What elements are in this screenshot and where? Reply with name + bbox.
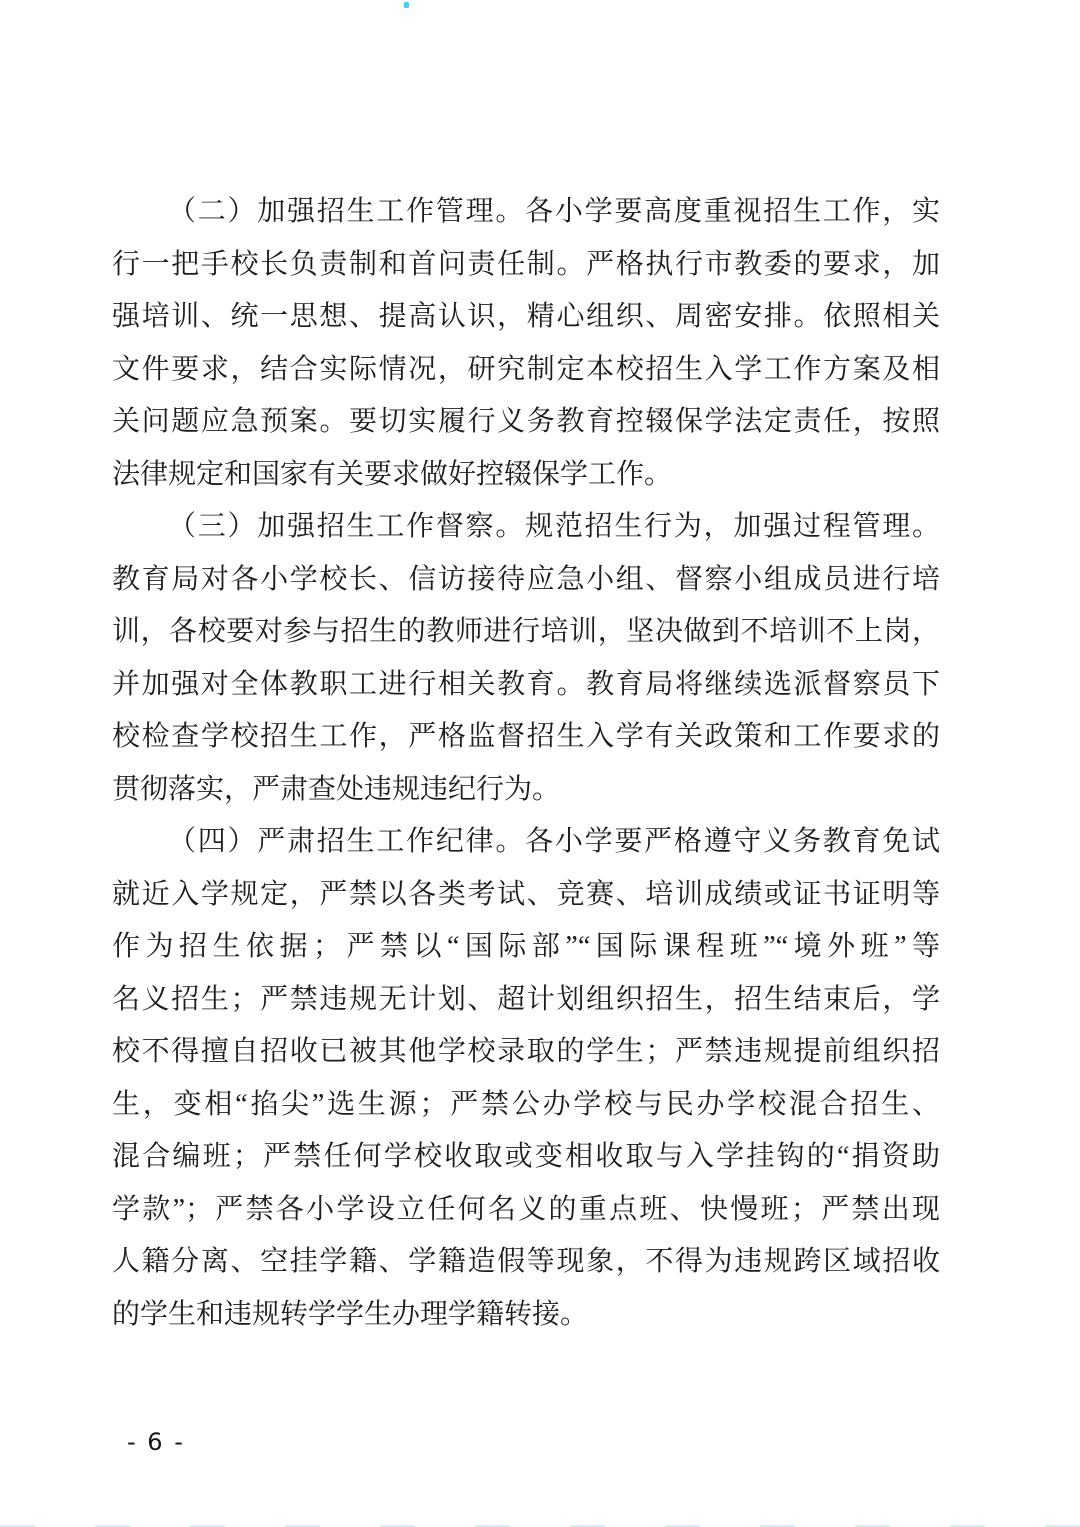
document-text-line: 强培训、统一思想、提高认识，精心组织、周密安排。依照相关 <box>112 301 940 332</box>
document-text-line: 名义招生；严禁违规无计划、超计划组织招生，招生结束后，学 <box>112 983 940 1015</box>
document-text-line: 就近入学规定，严禁以各类考试、竞赛、培训成绩或证书证明等 <box>112 878 940 910</box>
document-text-line: 文件要求，结合实际情况，研究制定本校招生入学工作方案及相 <box>112 353 940 385</box>
document-text-line: （四）严肃招生工作纪律。各小学要严格遵守义务教育免试 <box>168 826 940 857</box>
document-text-line: （二）加强招生工作管理。各小学要高度重视招生工作，实 <box>168 196 940 227</box>
document-text-line: 生，变相“掐尖”选生源；严禁公办学校与民办学校混合招生、 <box>112 1088 940 1120</box>
document-text-line: 作为招生依据；严禁以“国际部”“国际课程班”“境外班”等 <box>112 931 940 962</box>
document-text-line: 人籍分离、空挂学籍、学籍造假等现象，不得为违规跨区域招收 <box>112 1246 940 1277</box>
document-text-block <box>112 186 940 1341</box>
document-text-line: 关问题应急预案。要切实履行义务教育控辍保学法定责任，按照 <box>112 406 940 437</box>
document-text-line: 混合编班；严禁任何学校收取或变相收取与入学挂钩的“捐资助 <box>112 1141 940 1172</box>
document-text-line: 校不得擅自招收已被其他学校录取的学生；严禁违规提前组织招 <box>112 1036 940 1067</box>
document-text-line: 训，各校要对参与招生的教师进行培训，坚决做到不培训不上岗， <box>112 616 940 647</box>
document-text-line: 贯彻落实，严肃查处违规违纪行为。 <box>112 773 561 805</box>
document-text-line: 校检查学校招生工作，严格监督招生入学有关政策和工作要求的 <box>112 721 940 752</box>
scan-speck-artifact <box>404 2 409 8</box>
document-text-line: （三）加强招生工作督察。规范招生行为，加强过程管理。 <box>168 511 940 542</box>
document-text-line: 教育局对各小学校长、信访接待应急小组、督察小组成员进行培 <box>112 563 940 595</box>
document-text-line: 行一把手校长负责制和首问责任制。严格执行市教委的要求，加 <box>112 248 940 280</box>
page-number: - 6 - <box>127 1428 185 1456</box>
document-text-line: 并加强对全体教职工进行相关教育。教育局将继续选派督察员下 <box>112 668 940 700</box>
document-text-line: 学款”；严禁各小学设立任何名义的重点班、快慢班；严禁出现 <box>112 1193 940 1225</box>
document-text-line: 法律规定和国家有关要求做好控辍保学工作。 <box>112 458 673 490</box>
document-text-line: 的学生和违规转学学生办理学籍转接。 <box>112 1298 589 1330</box>
